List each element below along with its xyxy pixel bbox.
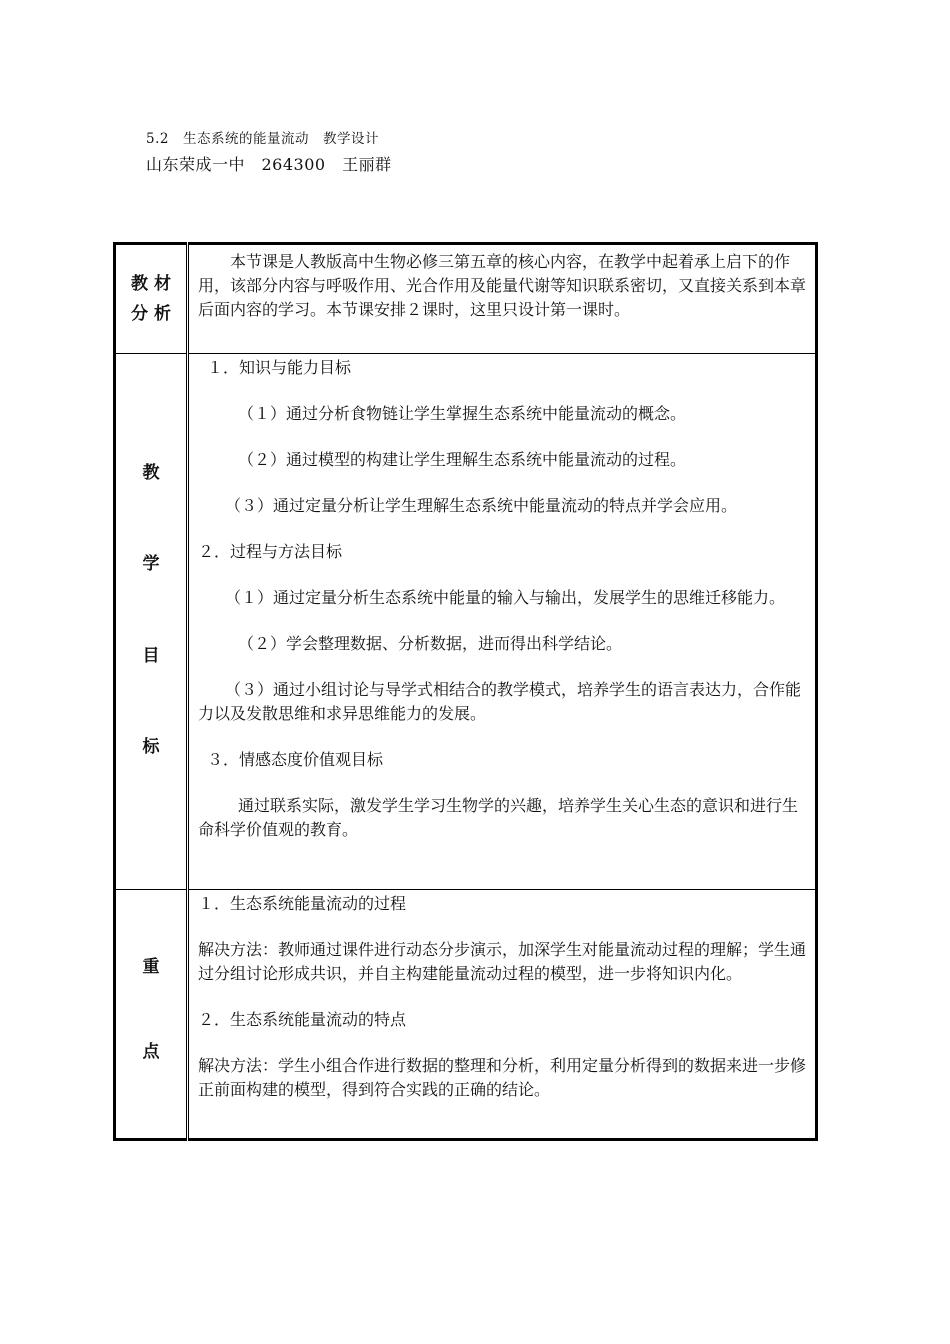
objective-item: （３）通过定量分析让学生理解生态系统中能量流动的特点并学会应用。: [225, 496, 738, 515]
key-point-heading: ２．生态系统能量流动的特点: [198, 1010, 407, 1029]
label-char: 点: [142, 1042, 160, 1062]
key-point-heading: １．生态系统能量流动的过程: [198, 894, 407, 913]
paragraph: 本节课是人教版高中生物必修三第五章的核心内容，在教学中起着承上启下的作用，该部分内容与呼吸作用、光合作用及能量代谢等知识联系密切，又直接关系到本章后面内容的学习。本节课安排２课时，这里只设计第一课时。: [198, 252, 807, 319]
content-key-points: [188, 890, 817, 1140]
label-line: 分 析: [131, 304, 171, 324]
objective-item: 通过联系实际，激发学生学习生物学的兴趣，培养学生关心生态的意识和进行生命科学价值观的教育。: [198, 796, 799, 839]
row-textbook-analysis: [115, 244, 817, 354]
lesson-title: 5.2 生态系统的能量流动 教学设计: [146, 131, 379, 147]
label-char: 教: [142, 462, 160, 483]
label-char: 标: [142, 737, 160, 758]
content-teaching-objectives: [188, 354, 817, 890]
row-teaching-objectives: [115, 354, 817, 890]
objective-item: （１）通过定量分析生态系统中能量的输入与输出，发展学生的思维迁移能力。: [225, 588, 786, 607]
objective-heading: ２．过程与方法目标: [198, 542, 343, 561]
content-textbook-analysis: [188, 244, 817, 354]
objective-item: （２）学会整理数据、分析数据，进而得出科学结论。: [238, 634, 623, 653]
objective-heading: ３．情感态度价值观目标: [207, 750, 384, 769]
author-line: 山东荣成一中 264300 王丽群: [146, 155, 392, 174]
document-header: [146, 126, 392, 178]
key-point-solution: 解决方法：教师通过课件进行动态分步演示，加深学生对能量流动过程的理解；学生通过分组讨论形成共识，并自主构建能量流动过程的模型，进一步将知识内化。: [198, 940, 807, 983]
objective-heading: １．知识与能力目标: [207, 358, 352, 377]
objective-item: （３）通过小组讨论与导学式相结合的教学模式，培养学生的语言表达力，合作能力以及发散思维和求异思维能力的发展。: [198, 680, 802, 723]
objective-item: （１）通过分析食物链让学生掌握生态系统中能量流动的概念。: [238, 404, 687, 423]
label-textbook-analysis: [115, 244, 188, 354]
label-char: 学: [142, 554, 160, 575]
key-point-solution: 解决方法：学生小组合作进行数据的整理和分析，利用定量分析得到的数据来进一步修正前面构建的模型，得到符合实践的正确的结论。: [198, 1056, 807, 1099]
label-char: 目: [142, 645, 160, 666]
row-key-points: [115, 890, 817, 1140]
label-teaching-objectives: [115, 354, 188, 890]
label-char: 重: [142, 957, 160, 977]
objective-item: （２）通过模型的构建让学生理解生态系统中能量流动的过程。: [238, 450, 687, 469]
label-line: 教 材: [131, 274, 171, 294]
label-key-points: [115, 890, 188, 1140]
lesson-plan-table: [113, 242, 818, 1141]
